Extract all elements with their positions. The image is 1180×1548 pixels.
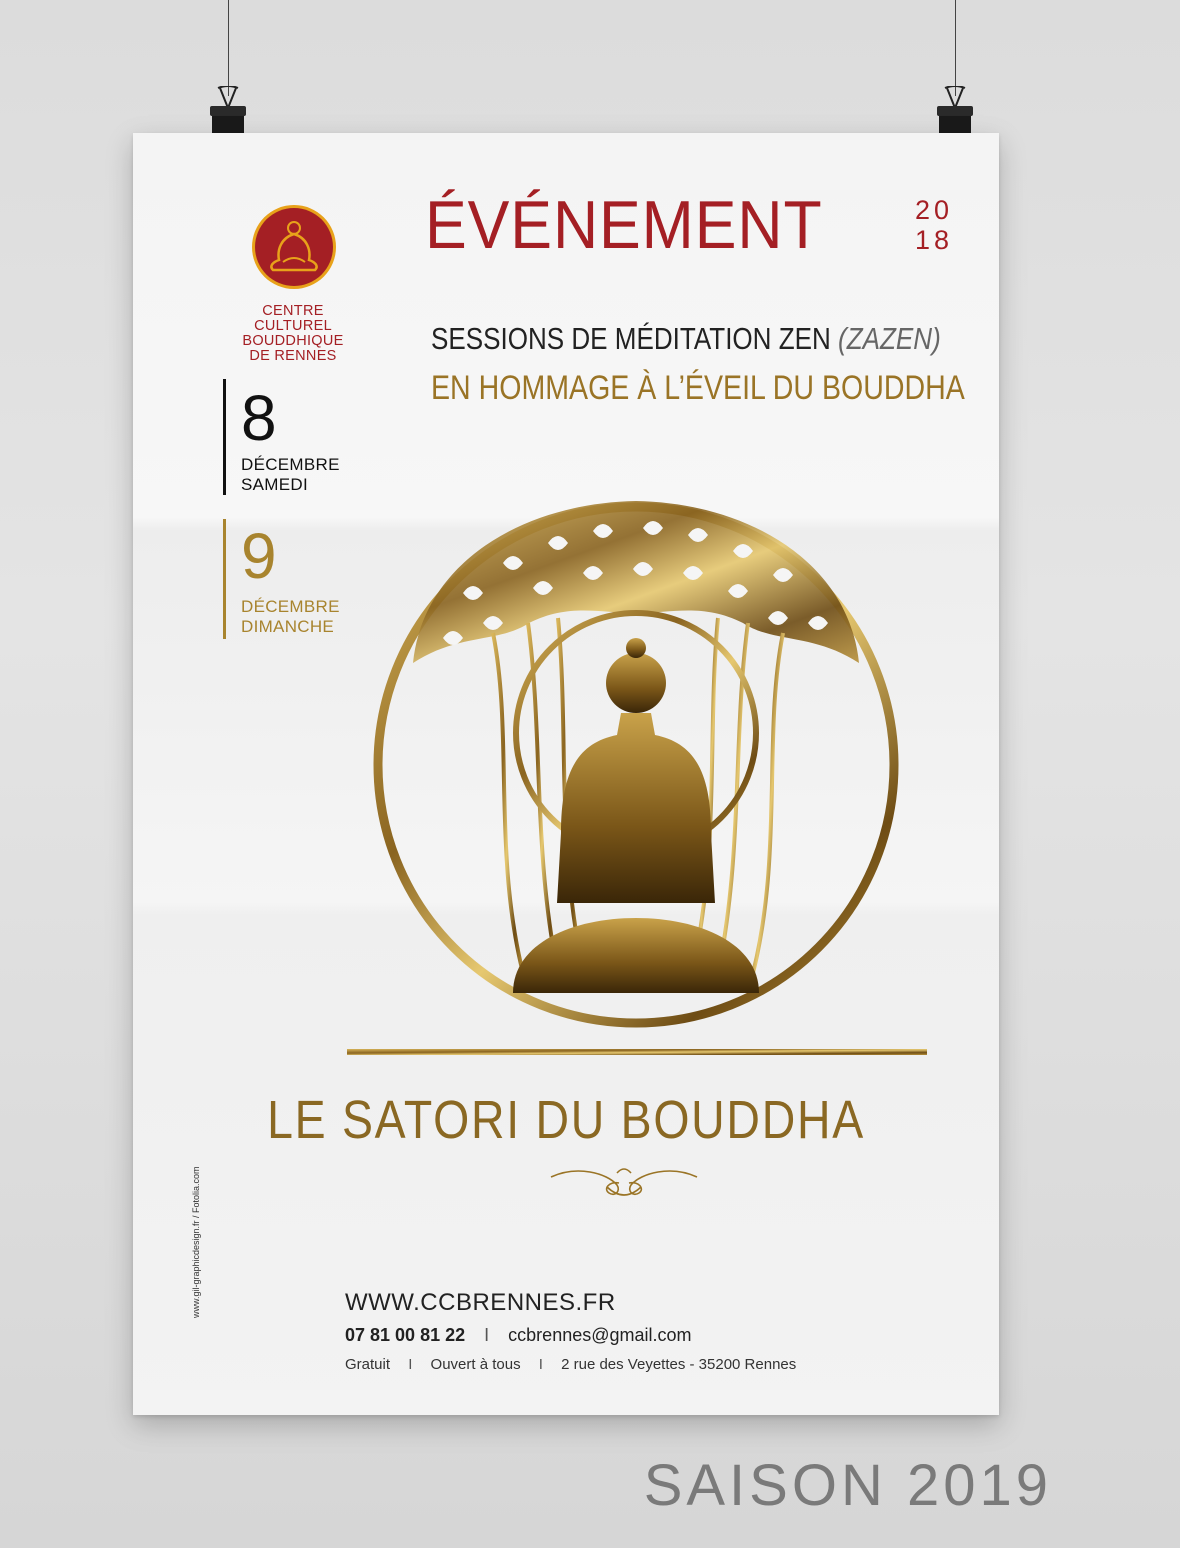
website-link[interactable]: WWW.CCBRENNES.FR bbox=[345, 1289, 616, 1316]
design-credit: www.gil-graphicdesign.fr / Fotolia.com bbox=[191, 1166, 201, 1318]
date-weekday-2: DIMANCHE bbox=[241, 617, 335, 636]
buddha-logo-icon bbox=[251, 204, 337, 290]
subtitle-text: SESSIONS DE MÉDITATION ZEN bbox=[431, 321, 831, 356]
address-text: 2 rue des Veyettes - 35200 Rennes bbox=[561, 1356, 797, 1373]
contact-line bbox=[345, 1325, 692, 1346]
org-line-3: DE RENNES bbox=[249, 348, 337, 364]
ornament-flourish-icon bbox=[547, 1163, 701, 1201]
date-day-1: 8 bbox=[241, 382, 277, 454]
org-line-1: CENTRE CULTUREL bbox=[254, 303, 332, 334]
event-title: LE SATORI DU BOUDDHA bbox=[267, 1090, 865, 1150]
price-text: Gratuit bbox=[345, 1356, 391, 1373]
hanging-wire-right bbox=[955, 0, 956, 96]
event-year bbox=[915, 195, 953, 255]
date-text-2 bbox=[241, 597, 340, 637]
date-weekday-1: SAMEDI bbox=[241, 475, 308, 494]
hanging-wire-left bbox=[228, 0, 229, 96]
season-caption: SAISON 2019 bbox=[643, 1453, 1052, 1518]
organization-name bbox=[223, 304, 363, 364]
tagline: EN HOMMAGE À L’ÉVEIL DU BOUDDHA bbox=[431, 369, 965, 407]
separator: I bbox=[538, 1356, 543, 1373]
bodhi-tree-buddha-illustration bbox=[343, 473, 933, 1073]
poster bbox=[133, 133, 999, 1415]
date-divider-2 bbox=[223, 519, 226, 639]
date-month-2: DÉCEMBRE bbox=[241, 597, 340, 616]
session-subtitle bbox=[431, 321, 941, 357]
year-top: 20 bbox=[915, 195, 954, 225]
event-heading: ÉVÉNEMENT bbox=[425, 187, 823, 263]
subtitle-paren: (ZAZEN) bbox=[838, 321, 941, 356]
year-bottom: 18 bbox=[915, 225, 954, 255]
date-day-2: 9 bbox=[241, 520, 277, 592]
separator: I bbox=[408, 1356, 413, 1373]
date-text-1 bbox=[241, 455, 340, 495]
phone-number[interactable]: 07 81 00 81 22 bbox=[345, 1325, 466, 1345]
org-line-2: BOUDDHIQUE bbox=[242, 333, 344, 349]
date-divider-1 bbox=[223, 379, 226, 495]
separator: I bbox=[484, 1325, 490, 1345]
audience-text: Ouvert à tous bbox=[430, 1356, 521, 1373]
email-link[interactable]: ccbrennes@gmail.com bbox=[508, 1325, 692, 1345]
info-line bbox=[345, 1356, 796, 1373]
date-month-1: DÉCEMBRE bbox=[241, 455, 340, 474]
